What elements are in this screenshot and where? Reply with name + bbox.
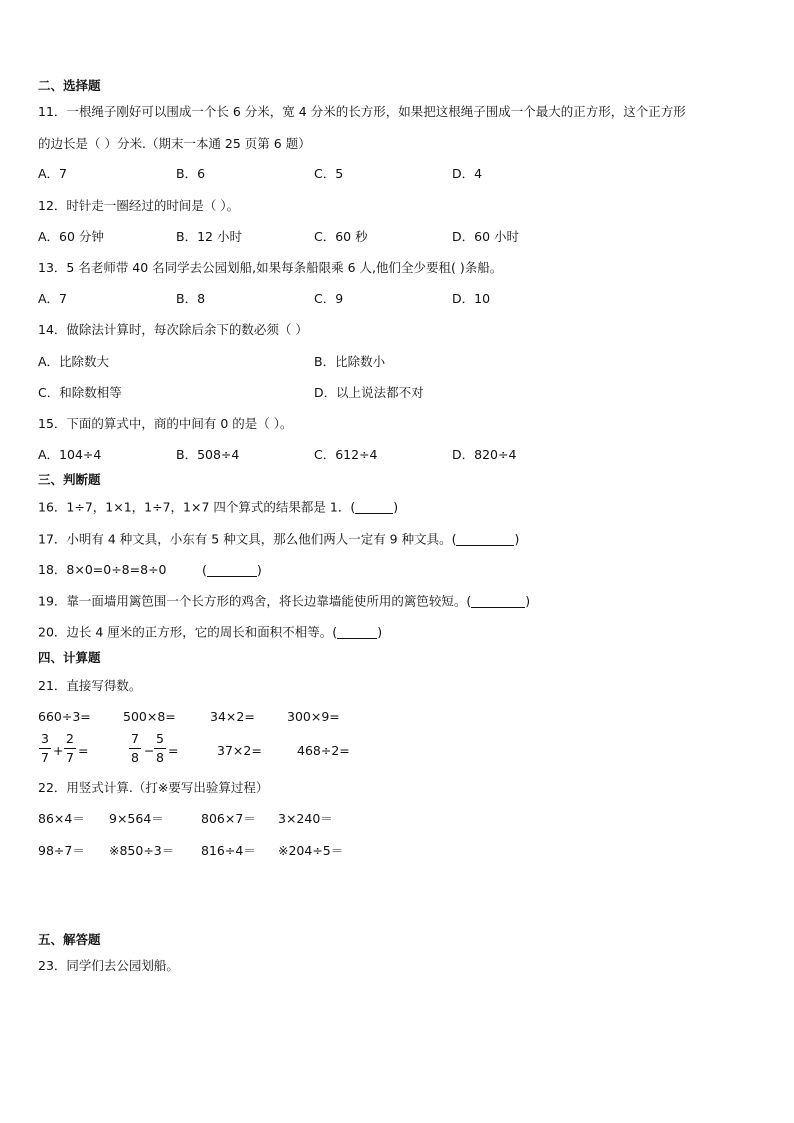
q12-stem: 12．时针走一圈经过的时间是（ ）。: [38, 198, 240, 213]
q12-option-d: D．60 小时: [452, 229, 520, 244]
q21-fraction-op-2: −: [144, 743, 155, 758]
q21-fraction-1a: [39, 733, 51, 764]
q17-close-paren: ): [514, 531, 520, 547]
fraction-bar: [154, 748, 166, 749]
q11-option-c: C．5: [314, 166, 344, 181]
fraction-denominator: 7: [66, 749, 74, 765]
fraction-denominator: 8: [156, 749, 164, 765]
section-title-judgement: 三、判断题: [38, 472, 101, 487]
fraction-bar: [64, 748, 76, 749]
q20-answer-blank[interactable]: [337, 626, 377, 639]
q16-row: [38, 501, 398, 514]
q22-expr-5: 98÷7＝: [38, 843, 85, 858]
q11-option-a: A．7: [38, 166, 68, 181]
section-title-choice: 二、选择题: [38, 78, 101, 93]
q21-expr-8: 468÷2=: [297, 743, 350, 758]
q23-stem: 23．同学们去公园划船。: [38, 958, 179, 973]
q22-expr-6: ※850÷3＝: [109, 843, 175, 858]
q21-fraction-op-1: +: [53, 743, 64, 758]
q18-close-paren: ): [256, 562, 262, 578]
q20-close-paren: ): [377, 624, 383, 640]
q14-option-d: D．以上说法都不对: [314, 385, 424, 400]
q21-expr-2: 500×8=: [123, 709, 176, 724]
q19-answer-blank[interactable]: [471, 595, 525, 608]
q21-expr-3: 34×2=: [210, 709, 255, 724]
q19-stem: 19．靠一面墙用篱笆围一个长方形的鸡舍，将长边靠墙能使所用的篱笆较短。(: [38, 593, 472, 609]
section-title-word-problems: 五、解答题: [38, 932, 101, 947]
q20-stem: 20．边长 4 厘米的正方形，它的周长和面积不相等。(: [38, 624, 338, 640]
q21-expr-4: 300×9=: [287, 709, 340, 724]
q17-answer-blank[interactable]: [456, 533, 514, 546]
q18-answer-blank[interactable]: [207, 564, 257, 577]
q22-expr-7: 816÷4＝: [201, 843, 256, 858]
q21-fraction-eq-2: =: [168, 743, 179, 758]
q11-option-d: D．4: [452, 166, 483, 181]
q21-fraction-eq-1: =: [78, 743, 89, 758]
q17-row: [38, 533, 519, 546]
fraction-numerator: 2: [66, 731, 74, 746]
q22-expr-8: ※204÷5＝: [278, 843, 344, 858]
q21-stem: 21．直接写得数。: [38, 678, 142, 693]
fraction-numerator: 5: [156, 731, 164, 746]
q18-stem: 18．8×0=0÷8=8÷0: [38, 562, 167, 577]
q11-stem-line2: 的边长是（ ）分米.（期末一本通 25 页第 6 题）: [38, 136, 311, 151]
section-title-calculation: 四、计算题: [38, 650, 101, 665]
q14-stem: 14．做除法计算时，每次除后余下的数必须（ ）: [38, 322, 308, 337]
q22-expr-3: 806×7＝: [201, 811, 256, 826]
q18-answer-row: [202, 564, 262, 577]
q16-answer-blank[interactable]: [355, 501, 393, 514]
q18-open-paren: (: [202, 562, 207, 578]
q13-stem: 13．5 名老师带 40 名同学去公园划船,如果每条船限乘 6 人,他们全少要租( )条船。: [38, 260, 503, 275]
q16-stem: 16．1÷7，1×1，1÷7，1×7 四个算式的结果都是 1．(: [38, 499, 356, 515]
q21-expr-7: 37×2=: [217, 743, 262, 758]
q13-option-a: A．7: [38, 291, 68, 306]
fraction-denominator: 8: [131, 749, 139, 765]
q16-close-paren: ): [393, 499, 399, 515]
fraction-numerator: 7: [131, 731, 139, 746]
q19-row: [38, 595, 530, 608]
q12-option-b: B．12 小时: [176, 229, 242, 244]
q12-option-c: C．60 秒: [314, 229, 368, 244]
q15-option-b: B．508÷4: [176, 447, 240, 462]
q15-stem: 15．下面的算式中，商的中间有 0 的是（ ）。: [38, 416, 293, 431]
q15-option-d: D．820÷4: [452, 447, 517, 462]
fraction-bar: [129, 748, 141, 749]
q13-option-b: B．8: [176, 291, 206, 306]
q11-stem-line1: 11．一根绳子刚好可以围成一个长 6 分米，宽 4 分米的长方形，如果把这根绳子围成一个最大的正方形，这个正方形: [38, 104, 686, 119]
q12-option-a: A．60 分钟: [38, 229, 104, 244]
q14-option-b: B．比除数小: [314, 354, 386, 369]
q21-expr-1: 660÷3=: [38, 709, 91, 724]
q21-fraction-2a: [129, 733, 141, 764]
fraction-denominator: 7: [41, 749, 49, 765]
q21-fraction-2b: [154, 733, 166, 764]
q22-expr-2: 9×564＝: [109, 811, 164, 826]
q20-row: [38, 626, 382, 639]
q22-expr-1: 86×4＝: [38, 811, 85, 826]
q21-fraction-1b: [64, 733, 76, 764]
q17-stem: 17．小明有 4 种文具，小东有 5 种文具，那么他们两人一定有 9 种文具。(: [38, 531, 457, 547]
q14-option-c: C．和除数相等: [38, 385, 122, 400]
q22-stem: 22．用竖式计算.（打※要写出验算过程）: [38, 780, 269, 795]
q15-option-a: A．104÷4: [38, 447, 102, 462]
q14-option-a: A．比除数大: [38, 354, 110, 369]
q13-option-c: C．9: [314, 291, 344, 306]
fraction-numerator: 3: [41, 731, 49, 746]
q19-close-paren: ): [525, 593, 531, 609]
q15-option-c: C．612÷4: [314, 447, 378, 462]
fraction-bar: [39, 748, 51, 749]
q13-option-d: D．10: [452, 291, 491, 306]
q22-expr-4: 3×240＝: [278, 811, 333, 826]
q11-option-b: B．6: [176, 166, 206, 181]
